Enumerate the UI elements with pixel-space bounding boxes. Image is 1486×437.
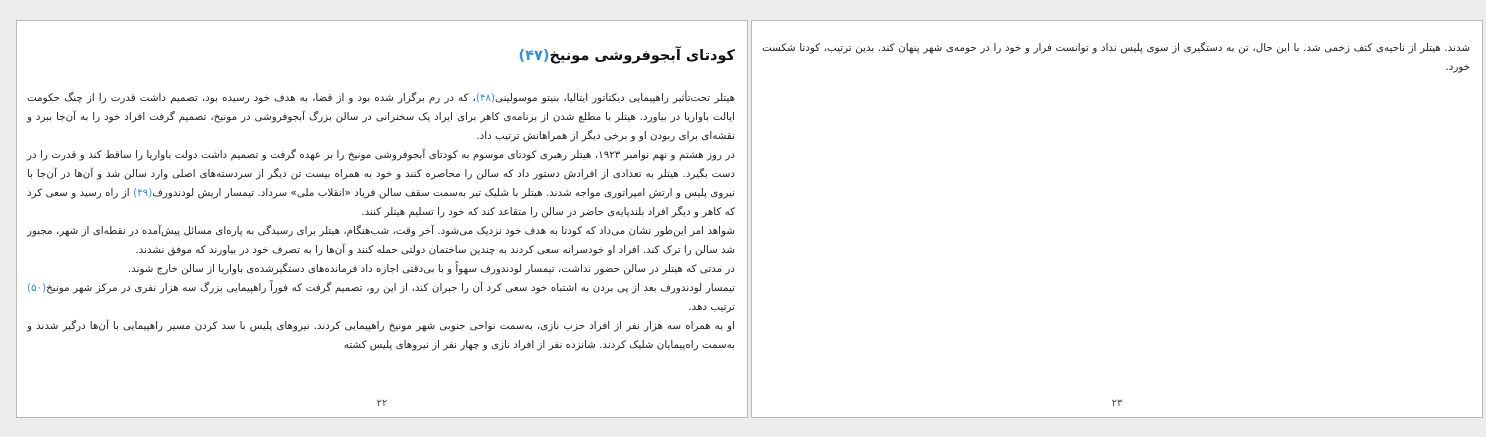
paragraph-text: در مدتی که هیتلر در سالن حضور نداشت، تیمسار لودندورف سهواً و با بی‌دقتی اجازه داد فرمانده‌های دستگیرشده‌ی باواریا از سالن خارج شوند. xyxy=(127,263,735,275)
chapter-title xyxy=(27,43,735,69)
paragraph-text: در روز هشتم و نهم نوامبر ۱۹۲۳، هیتلر رهبری کودتای موسوم به کودتای آبجوفروشی مونیخ را بر عهده گرفت و تصمیم داشت دولت باواریا را ساقط کند و قدرت را در دست بگیرد. هیتلر به تعدادی از افرادش دستور داد که سالن را محاصره کنند و خود به همراه بیست تن دیگر از سردسته‌های اصلی وارد سالن شد و آن‌ها در آن‌جا با نیروی پلیس و ارتش امپراتوری مواجه شدند. هیتلر با شلیک تیر به‌سمت سقف سالن فریاد «انقلاب ملی» سرداد. تیمسار اریش لودندورف xyxy=(27,149,735,199)
paragraph-text: ، که در رم برگزار شده بود و از قضا، به هدف خود رسیده بود، تصمیم داشت قدرت را از چنگ حکومت ایالت باواریا در بیاورد. هیتلر با مطلع شدن از برنامه‌ی کاهر برای ایراد یک سخنرانی در سالن بزرگ آبجوفروشی در مونیخ، تصمیم گرفت افراد خود را به آن‌جا ببرد و نقشه‌ای برای ربودن او و برخی دیگر از همراهانش ترتیب داد. xyxy=(27,92,735,142)
right-page xyxy=(751,20,1483,418)
footnote-link[interactable]: (۴۹) xyxy=(133,187,153,199)
page-number-left: ۲۲ xyxy=(376,398,388,409)
paragraph xyxy=(27,89,735,146)
paragraph-text: هیتلر تحت‌تأثیر راهپیمایی دیکتاتور ایتالیا، بنیتو موسولینی xyxy=(494,92,736,104)
footnote-link[interactable]: (۵۰) xyxy=(27,282,47,294)
paragraph-text: شدند. هیتلر از ناحیه‌ی کتف زخمی شد. با این حال، تن به دستگیری از سوی پلیس نداد و توانست فرار و خود را در حومه‌ی شهر پنهان کند. بدین ترتیب، کودتا شکست خورد. xyxy=(762,42,1470,73)
title-footnote-link[interactable]: (۴۷) xyxy=(518,48,550,64)
paragraph xyxy=(27,279,735,317)
paragraph-text: ترتیب دهد. xyxy=(688,301,735,313)
paragraph xyxy=(27,317,735,355)
left-paragraphs xyxy=(27,89,735,355)
page-number-right: ۲۳ xyxy=(1111,398,1123,409)
paragraph-text: تیمسار لودندورف بعد از پی بردن به اشتباه خود سعی کرد آن را جبران کند، از این رو، تصمیم گرفت که فوراً راهپیمایی بزرگ سه هزار نفری در مرکز شهر مونیخ xyxy=(46,282,735,294)
left-page-content xyxy=(27,43,735,355)
right-paragraphs xyxy=(762,39,1470,77)
footnote-link[interactable]: (۴۸) xyxy=(475,92,495,104)
paragraph-text: شواهد امر این‌طور نشان می‌داد که کودتا به هدف خود نزدیک می‌شود. آخر وقت، شب‌هنگام، هیتلر برای رسیدگی به پاره‌ای مسائل پیش‌آمده در نقطه‌ای از شهر، مجبور شد سالن را ترک کند. افراد او خودسرانه سعی کردند به چندین ساختمان دولتی حمله کنند و آن‌ها را به تصرف خود در بیاورند که موفق نشدند. xyxy=(27,225,735,256)
paragraph-text: از راه رسید و سعی کرد که کاهر و دیگر افراد بلندپایه‌ی حاضر در سالن را متقاعد کند که خود را تسلیم هیتلر کنند. xyxy=(27,187,735,218)
left-page xyxy=(16,20,748,418)
paragraph xyxy=(27,260,735,279)
paragraph xyxy=(762,39,1470,77)
right-page-content xyxy=(762,39,1470,77)
chapter-title-text: کودتای آبجوفروشی مونیخ xyxy=(549,48,735,64)
paragraph xyxy=(27,146,735,222)
paragraph xyxy=(27,222,735,260)
paragraph-text: او به همراه سه هزار نفر از افراد حزب نازی، به‌سمت نواحی جنوبی شهر مونیخ راهپیمایی کردند. نیروهای پلیس با سد کردن مسیر راهپیمایی با آن‌ها درگیر شدند و به‌سمت راه‌پیمایان شلیک کردند. شانزده نفر از افراد نازی و چهار نفر از نیروهای پلیس کشته xyxy=(27,320,735,351)
